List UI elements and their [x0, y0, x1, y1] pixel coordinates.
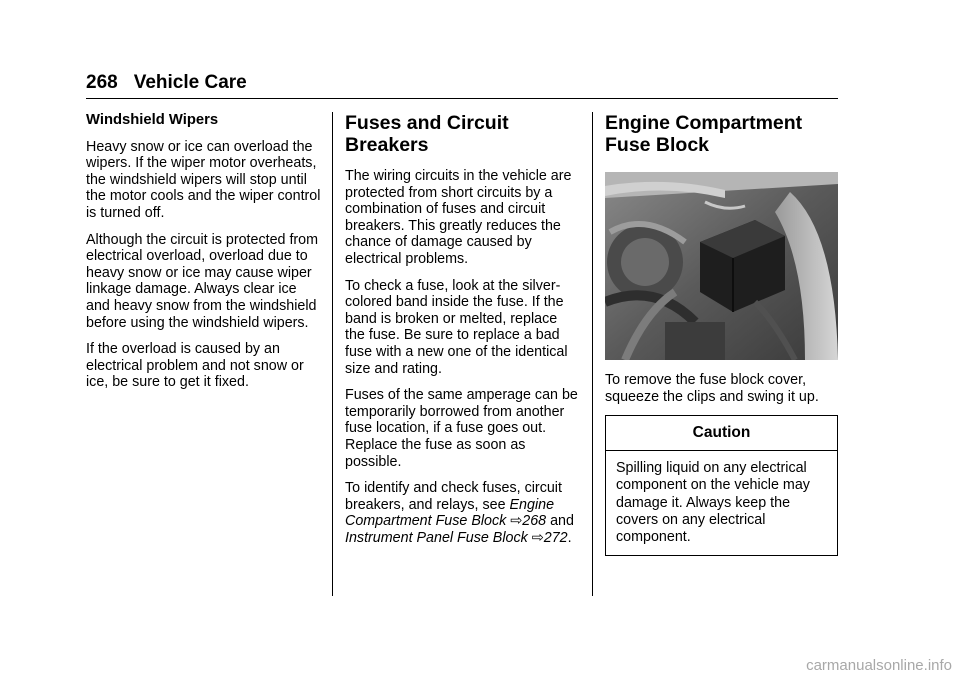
windshield-wipers-heading: Windshield Wipers [86, 112, 219, 128]
column-divider-2 [592, 112, 593, 596]
column-windshield-wipers [86, 112, 322, 401]
page-ref-272[interactable]: 272 [543, 529, 568, 546]
paragraph: Heavy snow or ice can overload the wipers. If the wiper motor overheats, the windshield wipers will stop until the motor cools and the wiper control is turned off. [86, 138, 321, 221]
paragraph: If the overload is caused by an electrical problem and not snow or ice, be sure to get it fixed. [86, 341, 304, 391]
watermark: carmanualsonline.info [806, 657, 952, 674]
paragraph: Although the circuit is protected from electrical overload, overload due to heavy snow or ice may cause wiper linkage damage. Always clear ice and heavy snow from the windshield before using the windshield wipers. [86, 231, 319, 331]
caution-text: Spilling liquid on any electrical component on the vehicle may damage it. Always keep the covers on any electrical component. [616, 459, 810, 546]
engine-fuse-block-heading: Engine Compartment Fuse Block [605, 112, 803, 156]
link-engine-compartment-fuse-block[interactable]: Engine Compartment Fuse Block [345, 496, 555, 530]
page-header [86, 72, 247, 94]
section-title: Vehicle Care [133, 72, 247, 93]
column-fuses-breakers [345, 112, 581, 556]
column-engine-fuse-block [605, 112, 838, 556]
cross-reference-paragraph: To identify and check fuses, circuit breakers, and relays, see Engine Compartment Fuse Block ⇨268 and Instrument Panel Fuse Block ⇨272. [345, 480, 574, 546]
engine-compartment-photo [605, 172, 838, 360]
engine-photo-illustration [605, 172, 838, 360]
link-instrument-panel-fuse-block[interactable]: Instrument Panel Fuse Block [345, 529, 528, 546]
fuses-breakers-heading: Fuses and Circuit Breakers [345, 112, 509, 156]
column-divider-1 [332, 112, 333, 596]
page-ref-icon: ⇨ [531, 529, 544, 546]
paragraph: Fuses of the same amperage can be temporarily borrowed from another fuse location, if a fuse goes out. Replace the fuse as soon as possible. [345, 387, 578, 470]
caution-title: Caution [606, 416, 837, 451]
caution-box [605, 415, 838, 556]
paragraph: The wiring circuits in the vehicle are protected from short circuits by a combination of fuses and circuit breakers. This greatly reduces the chance of damage caused by electrical problems. [345, 168, 572, 267]
paragraph: To check a fuse, look at the silver-colored band inside the fuse. If the band is broken or melted, replace the fuse. Be sure to replace a bad fuse with a new one of the identical size and rating. [345, 277, 568, 377]
page-ref-268[interactable]: 268 [522, 513, 547, 530]
page-ref-icon: ⇨ [510, 513, 523, 530]
paragraph: To remove the fuse block cover, squeeze the clips and swing it up. [605, 372, 819, 405]
header-rule [86, 98, 838, 99]
page-number: 268 [86, 72, 118, 93]
